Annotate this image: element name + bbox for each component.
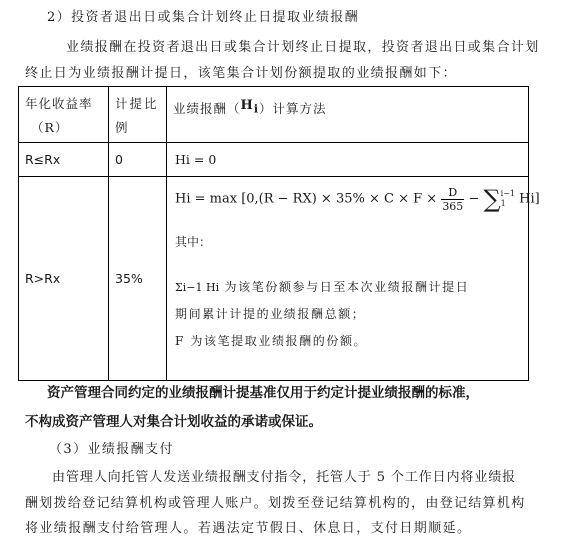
where-label: 其中： bbox=[175, 235, 212, 249]
f-description: F 为该笔提取业绩报酬的份额。 bbox=[175, 334, 368, 348]
header-accrual-ratio-line1: 计提比 bbox=[115, 95, 159, 111]
sum-description bbox=[175, 278, 528, 295]
payment-line-3: 将业绩报酬支付给管理人。若遇法定节假日、休息日，支付日期顺延。 bbox=[25, 521, 472, 536]
row1-condition: R≤Rx bbox=[19, 143, 109, 177]
row1-formula: Hi = 0 bbox=[167, 143, 529, 177]
payment-line-2: 酬划拨给登记结算机构或管理人账户。划拨至登记结算机构的，由登记结算机构 bbox=[25, 496, 526, 511]
payment-line-1: 由管理人向托管人发送业绩报酬支付指令，托管人于 5 个工作日内将业绩报 bbox=[52, 470, 517, 485]
notice-line-2: 不构成资产管理人对集合计划收益的承诺或保证。 bbox=[25, 414, 322, 430]
section-heading: 2）投资者退出日或集合计划终止日提取业绩报酬 bbox=[47, 10, 360, 25]
header-fee-method bbox=[167, 87, 529, 143]
header-accrual-ratio bbox=[109, 87, 167, 143]
formula-fraction: $\frac{D}{365}$ bbox=[442, 185, 464, 213]
header-annual-return-line2: （R） bbox=[31, 119, 69, 135]
header-annual-return-line1: 年化收益率 bbox=[25, 95, 93, 111]
sum-description-math: Σi−1 Hi bbox=[175, 281, 220, 294]
sum-description-text: 为该笔份额参与日至本次业绩报酬计提日 bbox=[224, 280, 470, 294]
header-fee-var: $H_i$ bbox=[240, 98, 259, 116]
header-fee-suffix: ）计算方法 bbox=[259, 101, 327, 116]
intro-line-1: 业绩报酬在投资者退出日或集合计划终止日提取，投资者退出日或集合计划 bbox=[66, 40, 540, 55]
sum-symbol: ∑ bbox=[483, 185, 501, 213]
sum-limits: i−1 1 bbox=[500, 189, 515, 208]
row2-ratio: 35% bbox=[109, 177, 167, 381]
performance-fee-table bbox=[18, 86, 540, 381]
table-row-above-threshold bbox=[19, 177, 529, 381]
notice-line-1: 资产管理合同约定的业绩报酬计提基准仅用于约定计提业绩报酬的标准， bbox=[47, 385, 479, 401]
header-accrual-ratio-line2: 例 bbox=[115, 119, 130, 135]
row2-method bbox=[167, 177, 540, 381]
sum-description-line2: 期间累计计提的业绩报酬总额； bbox=[175, 307, 366, 321]
header-annual-return bbox=[19, 87, 109, 143]
row2-condition: R>Rx bbox=[19, 177, 109, 381]
header-fee-prefix: 业绩报酬（ bbox=[173, 101, 241, 116]
payment-heading: （3）业绩报酬支付 bbox=[49, 442, 174, 457]
row2-formula: Hi = max [0,(R − RX) × 35% × C × F × $\frac{D}{365}$ − ∑i−1 1 Hi] bbox=[175, 185, 540, 213]
intro-line-2: 终止日为业绩报酬计提日，该笔集合计划份额提取的业绩报酬如下： bbox=[25, 66, 458, 81]
table-row-below-threshold bbox=[19, 143, 529, 177]
row1-ratio: 0 bbox=[109, 143, 167, 177]
table-header-row bbox=[19, 87, 529, 143]
